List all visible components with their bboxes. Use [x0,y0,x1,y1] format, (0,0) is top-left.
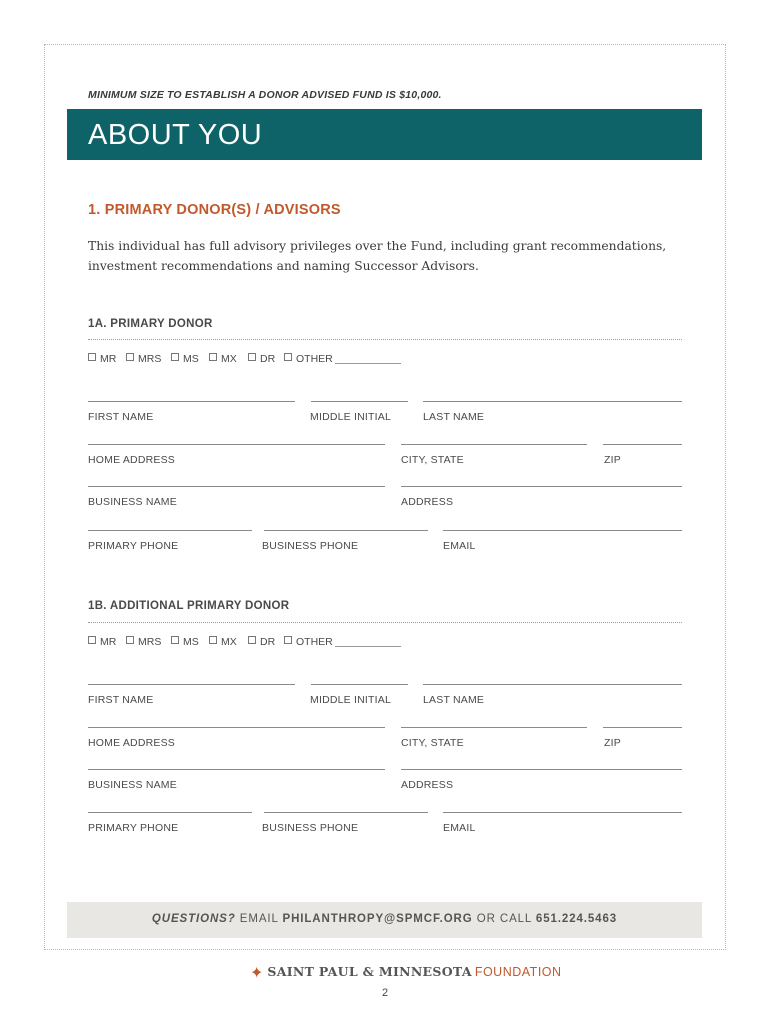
questions-footer [67,902,702,938]
city-state-label: CITY, STATE [401,454,464,466]
contact-email-link[interactable]: PHILANTHROPY@SPMCF.ORG [282,913,473,925]
dotted-divider [88,339,682,340]
contact-phone[interactable]: 651.224.5463 [535,913,618,925]
zip-label: ZIP [604,454,621,466]
primary-phone-label: PRIMARY PHONE [88,540,179,552]
first-name-field[interactable] [88,684,295,685]
checkbox[interactable] [248,353,256,361]
business-phone-label: BUSINESS PHONE [262,540,359,552]
email-prefix: EMAIL [239,913,279,925]
checkbox[interactable] [209,353,217,361]
home-address-field[interactable] [88,727,385,728]
business-name-label: BUSINESS NAME [88,779,177,791]
banner-title: ABOUT YOU [88,119,263,151]
checkbox[interactable] [284,636,292,644]
last-name-label: LAST NAME [423,694,485,706]
business-name-label: BUSINESS NAME [88,496,177,508]
other-input-line[interactable] [335,646,401,647]
middle-initial-label: MIDDLE INITIAL [310,411,391,423]
city-state-label: CITY, STATE [401,737,464,749]
section-title: 1. PRIMARY DONOR(S) / ADVISORS [88,202,341,218]
zip-field[interactable] [603,727,682,728]
last-name-field[interactable] [423,401,682,402]
checkbox[interactable] [248,636,256,644]
address-label: ADDRESS [401,496,454,508]
logo-suffix: FOUNDATION [474,965,562,979]
call-prefix: OR CALL [476,913,532,925]
zip-field[interactable] [603,444,682,445]
business-name-field[interactable] [88,486,385,487]
middle-initial-label: MIDDLE INITIAL [310,694,391,706]
address-label: ADDRESS [401,779,454,791]
business-phone-field[interactable] [264,530,428,531]
business-address-field[interactable] [401,769,682,770]
primary-donor-heading: 1A. PRIMARY DONOR [88,318,213,330]
primary-phone-label: PRIMARY PHONE [88,822,179,834]
title-option-other[interactable]: OTHER [284,353,401,365]
city-state-field[interactable] [401,727,587,728]
title-option-mrs[interactable]: MRS [126,636,161,648]
other-input-line[interactable] [335,363,401,364]
business-name-field[interactable] [88,769,385,770]
last-name-field[interactable] [423,684,682,685]
title-option-dr[interactable]: DR [248,353,275,365]
checkbox[interactable] [209,636,217,644]
title-option-dr[interactable]: DR [248,636,275,648]
title-option-mr[interactable]: MR [88,353,116,365]
last-name-label: LAST NAME [423,411,485,423]
section-description: This individual has full advisory privileges over the Fund, including grant recommendations, investment recommendations and naming Successor Advisors. [88,239,667,273]
business-phone-label: BUSINESS PHONE [262,822,359,834]
logo-name: SAINT PAUL & MINNESOTA [267,964,472,979]
primary-phone-field[interactable] [88,812,252,813]
checkbox[interactable] [126,636,134,644]
minimum-size-note: MINIMUM SIZE TO ESTABLISH A DONOR ADVISED FUND IS $10,000. [88,89,442,101]
home-address-label: HOME ADDRESS [88,737,175,749]
email-label: EMAIL [443,822,476,834]
title-option-mrs[interactable]: MRS [126,353,161,365]
middle-initial-field[interactable] [311,684,408,685]
city-state-field[interactable] [401,444,587,445]
zip-label: ZIP [604,737,621,749]
first-name-label: FIRST NAME [88,411,154,423]
home-address-field[interactable] [88,444,385,445]
business-address-field[interactable] [401,486,682,487]
checkbox[interactable] [284,353,292,361]
checkbox[interactable] [88,636,96,644]
email-field[interactable] [443,812,682,813]
checkbox[interactable] [171,636,179,644]
home-address-label: HOME ADDRESS [88,454,175,466]
title-option-other[interactable]: OTHER [284,636,401,648]
compass-star-icon: ✦ [250,965,264,982]
business-phone-field[interactable] [264,812,428,813]
additional-donor-heading: 1B. ADDITIONAL PRIMARY DONOR [88,600,290,612]
middle-initial-field[interactable] [311,401,408,402]
checkbox[interactable] [126,353,134,361]
page-number: 2 [381,987,389,999]
checkbox[interactable] [171,353,179,361]
foundation-logo [250,963,562,983]
footer-contact-line [67,913,702,925]
title-option-ms[interactable]: MS [171,636,199,648]
title-option-mr[interactable]: MR [88,636,116,648]
about-you-banner [67,109,702,160]
dotted-divider [88,622,682,623]
questions-label: QUESTIONS? [151,913,236,925]
email-field[interactable] [443,530,682,531]
checkbox[interactable] [88,353,96,361]
email-label: EMAIL [443,540,476,552]
first-name-field[interactable] [88,401,295,402]
title-option-ms[interactable]: MS [171,353,199,365]
first-name-label: FIRST NAME [88,694,154,706]
primary-phone-field[interactable] [88,530,252,531]
title-option-mx[interactable]: MX [209,353,237,365]
title-option-mx[interactable]: MX [209,636,237,648]
